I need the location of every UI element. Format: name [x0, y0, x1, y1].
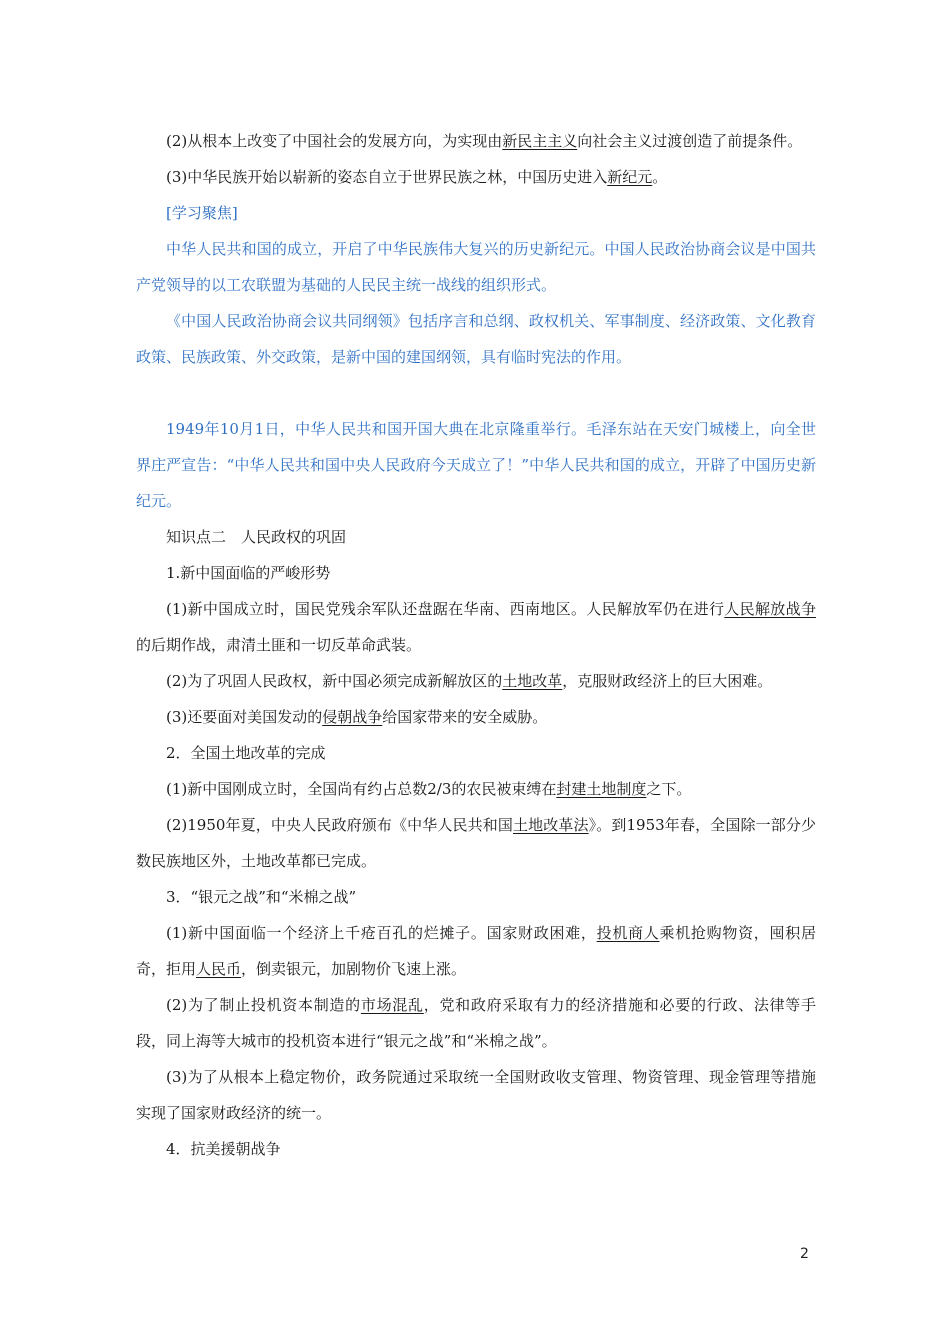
keyword-underline: 新民主主义 — [502, 132, 578, 150]
point-paragraph: (1)新中国成立时，国民党残余军队还盘踞在华南、西南地区。人民解放军仍在进行人民解放战争的后期作战，肃清土匪和一切反革命武装。 — [136, 600, 816, 654]
keyword-underline: 人民解放战争 — [724, 600, 816, 618]
keyword-underline: 市场混乱 — [360, 996, 424, 1014]
document-body — [136, 123, 816, 1167]
focus-paragraph: 1949年10月1日，中华人民共和国开国大典在北京隆重举行。毛泽东站在天安门城楼上，向全世界庄严宣告：“中华人民共和国中央人民政府今天成立了！”中华人民共和国的成立，开辟了中国历史新纪元。 — [136, 420, 816, 510]
keyword-underline: 土地改革法 — [512, 816, 589, 834]
point-paragraph: (1)新中国刚成立时，全国尚有约占总数2/3的农民被束缚在封建土地制度之下。 — [166, 780, 692, 798]
keyword-underline: 新纪元 — [607, 168, 653, 186]
point-paragraph: (3)为了从根本上稳定物价，政务院通过采取统一全国财政收支管理、物资管理、现金管理等措施实现了国家财政经济的统一。 — [136, 1068, 816, 1122]
point-1-3-3: (3)中华民族开始以崭新的姿态自立于世界民族之林，中国历史进入新纪元。 — [166, 168, 668, 186]
point-paragraph: (2)为了制止投机资本制造的市场混乱，党和政府采取有力的经济措施和必要的行政、法律等手段，同上海等大城市的投机资本进行“银元之战”和“米棉之战”。 — [136, 996, 816, 1050]
keyword-underline: 土地改革 — [502, 672, 563, 690]
focus-paragraph: 中华人民共和国的成立，开启了中华民族伟大复兴的历史新纪元。中国人民政治协商会议是中国共产党领导的以工农联盟为基础的人民民主统一战线的组织形式。 — [136, 240, 816, 294]
keyword-underline: 投机商人 — [596, 924, 660, 942]
subheading: 1.新中国面临的严峻形势 — [166, 564, 331, 582]
spacer — [136, 375, 816, 411]
subheading: 3．“银元之战”和“米棉之战” — [166, 888, 357, 906]
subheading: 2．全国土地改革的完成 — [166, 744, 326, 762]
point-paragraph: (2)为了巩固人民政权，新中国必须完成新解放区的土地改革，克服财政经济上的巨大困难。 — [166, 672, 773, 690]
focus-paragraph: 《中国人民政治协商会议共同纲领》包括序言和总纲、政权机关、军事制度、经济政策、文化教育政策、民族政策、外交政策，是新中国的建国纲领，具有临时宪法的作用。 — [136, 312, 816, 366]
page-number: 2 — [800, 1246, 809, 1262]
keyword-underline: 人民币 — [196, 960, 242, 978]
keyword-underline: 侵朝战争 — [322, 708, 383, 726]
point-1-3-2: (2)从根本上改变了中国社会的发展方向，为实现由新民主主义向社会主义过渡创造了前提条件。 — [166, 132, 803, 150]
point-paragraph: (3)还要面对美国发动的侵朝战争给国家带来的安全威胁。 — [166, 708, 548, 726]
point-paragraph: (2)1950年夏，中央人民政府颁布《中华人民共和国土地改革法》。到1953年春，全国除一部分少数民族地区外，土地改革都已完成。 — [136, 816, 816, 870]
point-paragraph: (1)新中国面临一个经济上千疮百孔的烂摊子。国家财政困难，投机商人乘机抢购物资，囤积居奇，拒用人民币，倒卖银元，加剧物价飞速上涨。 — [136, 924, 816, 978]
section-heading: 知识点二 人民政权的巩固 — [166, 528, 347, 546]
study-focus-tag: [学习聚焦] — [166, 204, 238, 222]
keyword-underline: 封建土地制度 — [556, 780, 647, 798]
subheading: 4．抗美援朝战争 — [166, 1140, 281, 1158]
